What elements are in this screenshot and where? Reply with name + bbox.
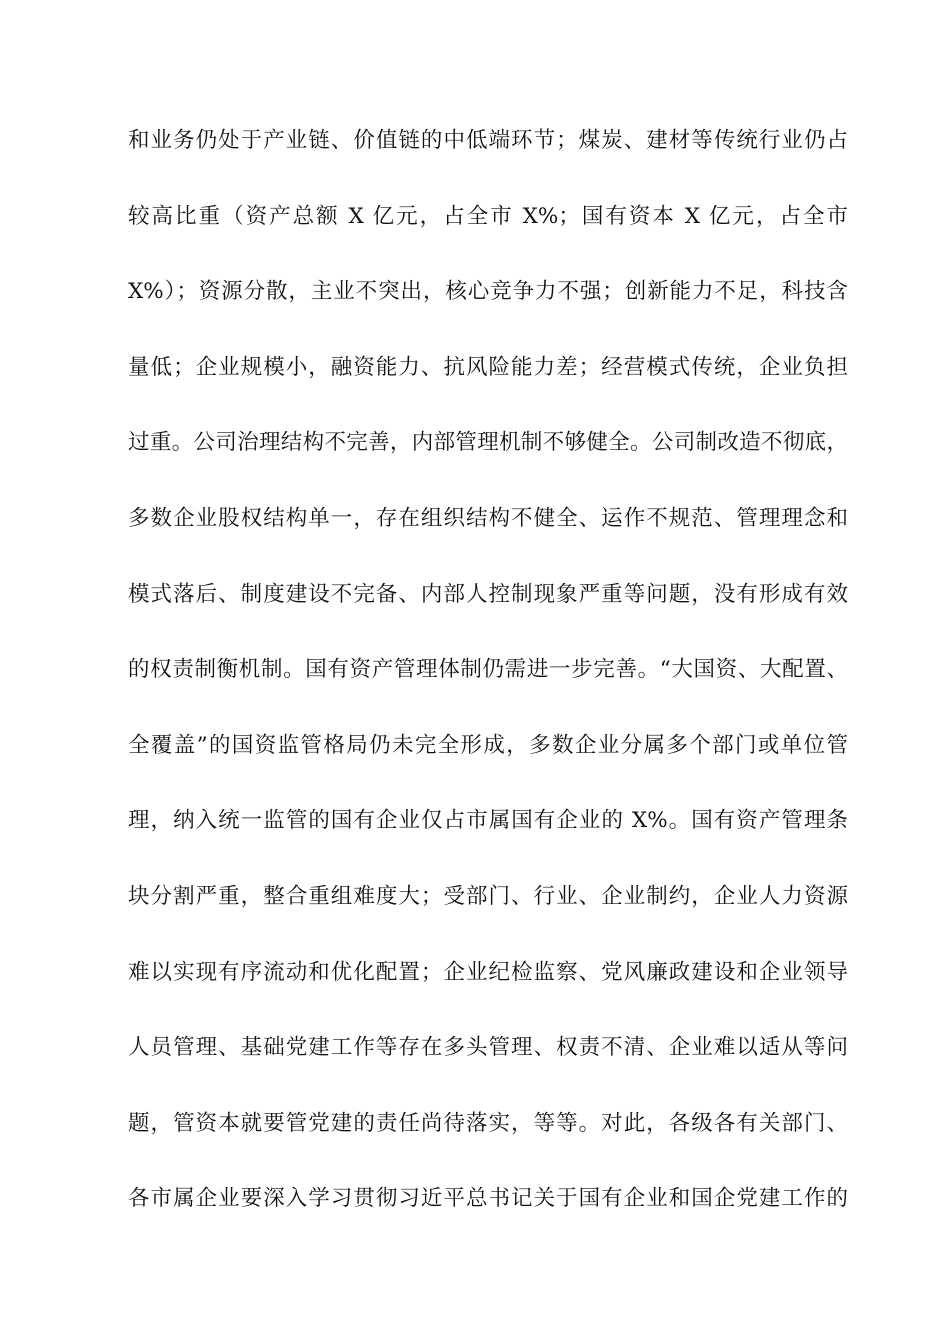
text-line: 难以实现有序流动和优化配置；企业纪检监察、党风廉政建设和企业领导 — [128, 959, 848, 985]
text-line: X%）；资源分散，主业不突出，核心竞争力不强；创新能力不足，科技含 — [128, 279, 848, 305]
text-line: 全覆盖”的国资监管格局仍未完全形成，多数企业分属多个部门或单位管 — [128, 732, 848, 758]
text-line: 各市属企业要深入学习贯彻习近平总书记关于国有企业和国企党建工作的 — [128, 1186, 848, 1212]
text-line: 理，纳入统一监管的国有企业仅占市属国有企业的 X%。国有资产管理条 — [128, 808, 848, 834]
text-line: 模式落后、制度建设不完备、内部人控制现象严重等问题，没有形成有效 — [128, 581, 848, 607]
text-line: 较高比重（资产总额 X 亿元，占全市 X%；国有资本 X 亿元，占全市 — [128, 203, 848, 229]
text-line: 过重。公司治理结构不完善，内部管理机制不够健全。公司制改造不彻底， — [128, 430, 848, 456]
text-line: 题，管资本就要管党建的责任尚待落实，等等。对此，各级各有关部门、 — [128, 1110, 848, 1136]
text-line: 的权责制衡机制。国有资产管理体制仍需进一步完善。“大国资、大配置、 — [128, 657, 848, 683]
text-line: 人员管理、基础党建工作等存在多头管理、权责不清、企业难以适从等问 — [128, 1035, 848, 1061]
text-line: 和业务仍处于产业链、价值链的中低端环节；煤炭、建材等传统行业仍占 — [128, 128, 848, 153]
body-text — [128, 122, 848, 1256]
text-line: 块分割严重，整合重组难度大；受部门、行业、企业制约，企业人力资源 — [128, 883, 848, 909]
text-line: 多数企业股权结构单一，存在组织结构不健全、运作不规范、管理理念和 — [128, 505, 848, 531]
text-line: 量低；企业规模小，融资能力、抗风险能力差；经营模式传统，企业负担 — [128, 354, 848, 380]
